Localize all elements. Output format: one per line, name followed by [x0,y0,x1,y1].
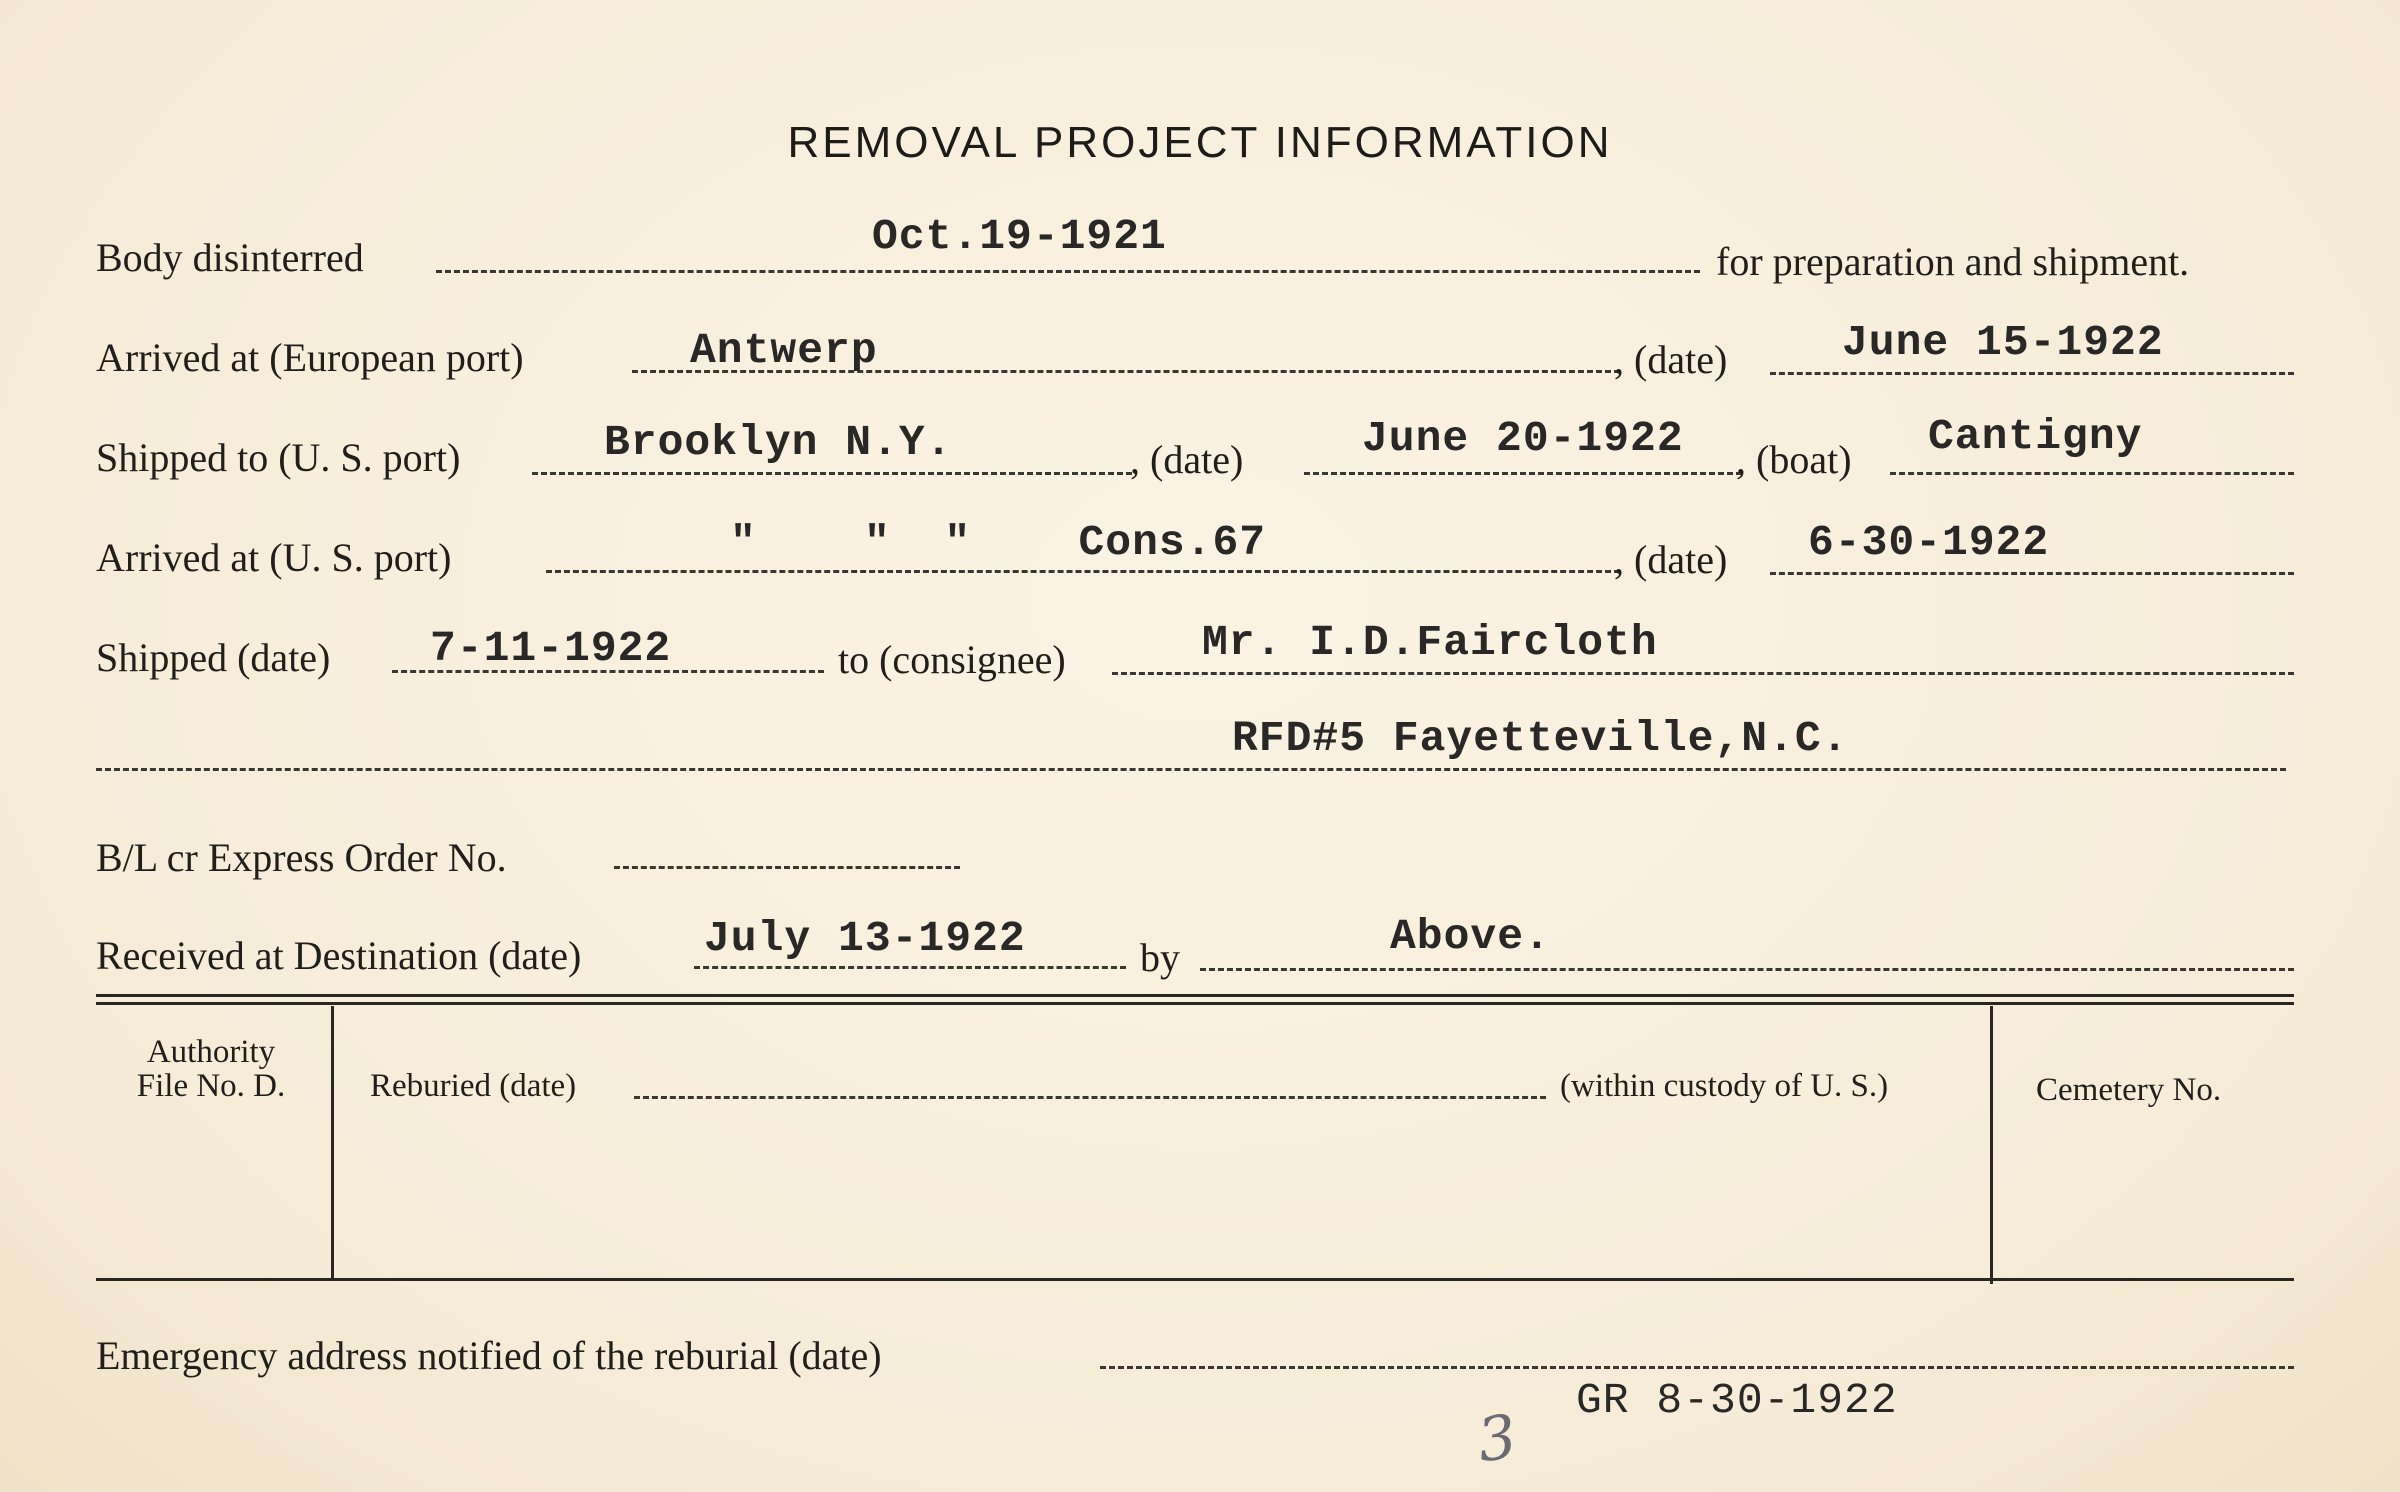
line-disinterred [436,270,1700,273]
double-rule-top [96,994,2294,997]
label-date-3: , (date) [1614,537,1728,582]
label-shipped-us-port: Shipped to (U. S. port) [96,435,461,480]
label-arrived-european-port: Arrived at (European port) [96,335,524,380]
value-european-port: Antwerp [690,326,878,375]
line-european-date [1770,372,2294,375]
label-authority: Authority [146,1034,276,1070]
box-divider-left [331,1006,334,1278]
value-shipped-date: 7-11-1922 [430,624,672,673]
box-divider-right [1990,1006,1993,1284]
line-received-date [694,966,1126,969]
line-shipped-date [1304,472,1742,475]
label-within-custody: (within custody of U. S.) [1560,1068,1889,1104]
label-emergency: Emergency address notified of the reburial (date) [96,1333,882,1378]
label-boat: , (boat) [1736,437,1852,482]
label-file-no: File No. D. [136,1068,286,1104]
box-bottom-rule [96,1278,2294,1281]
value-consignee-address: RFD#5 Fayetteville,N.C. [1232,714,1849,763]
label-cemetery-no: Cemetery No. [2036,1072,2222,1108]
value-gr-stamp: GR 8-30-1922 [1576,1376,1898,1425]
line-us-port [532,472,1132,475]
line-emergency [1100,1366,2294,1369]
label-date-1: , (date) [1614,337,1728,382]
label-date-2: , (date) [1130,437,1244,482]
line-reburied [634,1096,1546,1099]
label-bl-order: B/L cr Express Order No. [96,835,507,880]
label-by: by [1140,935,1180,980]
label-for-preparation: for preparation and shipment. [1716,239,2190,284]
value-shipped-to-date: June 20-1922 [1362,414,1684,463]
value-arrived-us-port: " " " Cons.67 [730,518,1267,567]
value-consignee-name: Mr. I.D.Faircloth [1202,618,1658,667]
label-body-disinterred: Body disinterred [96,235,364,280]
label-shipped-date: Shipped (date) [96,635,331,680]
line-arrived-us-port [546,570,1620,573]
value-arrived-us-date: 6-30-1922 [1808,518,2050,567]
form-title: REMOVAL PROJECT INFORMATION [787,118,1613,167]
value-received-date: July 13-1922 [704,914,1026,963]
label-received-destination: Received at Destination (date) [96,933,582,978]
label-arrived-us-port: Arrived at (U. S. port) [96,535,452,580]
value-received-by: Above. [1390,912,1551,961]
line-consignee [1112,672,2294,675]
line-received-by [1200,968,2294,971]
line-bl-order [614,866,960,869]
line-arrived-us-date [1770,572,2294,575]
label-to-consignee: to (consignee) [838,637,1066,682]
label-reburied: Reburied (date) [370,1068,577,1104]
value-us-port: Brooklyn N.Y. [604,418,953,467]
line-consignee-address [96,768,2286,771]
double-rule-bottom [96,1002,2294,1005]
value-european-arrival-date: June 15-1922 [1842,318,2164,367]
line-boat [1890,472,2294,475]
value-boat: Cantigny [1928,412,2143,461]
value-disinterred-date: Oct.19-1921 [872,212,1167,261]
handwritten-mark: 3 [1473,1401,1521,1477]
